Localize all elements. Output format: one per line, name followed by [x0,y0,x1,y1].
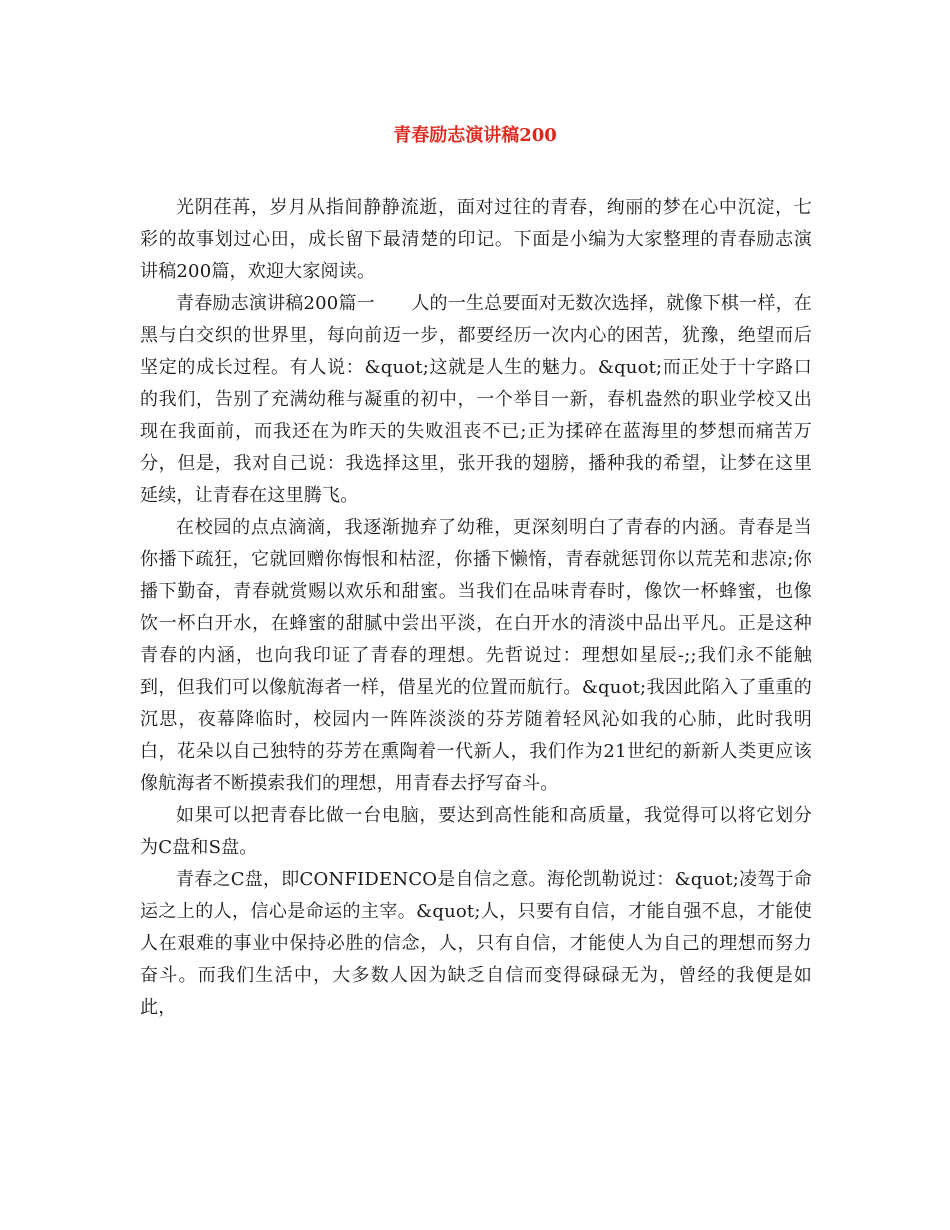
paragraph-c-drive: 青春之C盘，即CONFIDENCO是自信之意。海伦凯勒说过：&quot;凌驾于命运之上的人，信心是命运的主宰。&quot;人，只要有自信，才能自强不息，才能使人在艰难的事业中保持必胜的信念，人，只有自信，才能使人为自己的理想而努力奋斗。而我们生活中，大多数人因为缺乏自信而变得碌碌无为，曾经的我便是如此， [140,869,812,1018]
paragraph-speech-one: 青春励志演讲稿200篇一 人的一生总要面对无数次选择，就像下棋一样，在黑与白交织的世界里，每向前迈一步，都要经历一次内心的困苦，犹豫，绝望而后坚定的成长过程。有人说：&quot;这就是人生的魅力。&quot;而正处于十字路口的我们，告别了充满幼稚与凝重的初中，一个举目一新，春机盎然的职业学校又出现在我面前，而我还在为昨天的失败沮丧不已;正为揉碎在蓝海里的梦想而痛苦万分，但是，我对自己说：我选择这里，张开我的翅膀，播种我的希望，让梦在这里延续，让青春在这里腾飞。 [140,293,812,506]
paragraph-campus: 在校园的点点滴滴，我逐渐抛弃了幼稚，更深刻明白了青春的内涵。青春是当你播下疏狂，它就回赠你悔恨和枯涩，你播下懒惰，青春就惩罚你以荒芜和悲凉;你播下勤奋，青春就赏赐以欢乐和甜蜜。当我们在品味青春时，像饮一杯蜂蜜，也像饮一杯白开水，在蜂蜜的甜腻中尝出平淡，在白开水的清淡中品出平凡。正是这种青春的内涵，也向我印证了青春的理想。先哲说过：理想如星辰-;;我们永不能触到，但我们可以像航海者一样，借星光的位置而航行。&quot;我因此陷入了重重的沉思，夜幕降临时，校园内一阵阵淡淡的芬芳随着轻风沁如我的心肺，此时我明白，花朵以自己独特的芬芳在熏陶着一代新人，我们作为21世纪的新新人类更应该像航海者不断摸索我们的理想，用青春去抒写奋斗。 [140,517,812,794]
document-title: 青春励志演讲稿200 [393,125,557,146]
paragraph-computer-metaphor: 如果可以把青春比做一台电脑，要达到高性能和高质量，我觉得可以将它划分为C盘和S盘。 [140,805,812,858]
paragraph-intro: 光阴荏苒，岁月从指间静静流逝，面对过往的青春，绚丽的梦在心中沉淀，七彩的故事划过心田，成长留下最清楚的印记。下面是小编为大家整理的青春励志演讲稿200篇，欢迎大家阅读。 [140,197,812,282]
document-body [140,192,812,1024]
